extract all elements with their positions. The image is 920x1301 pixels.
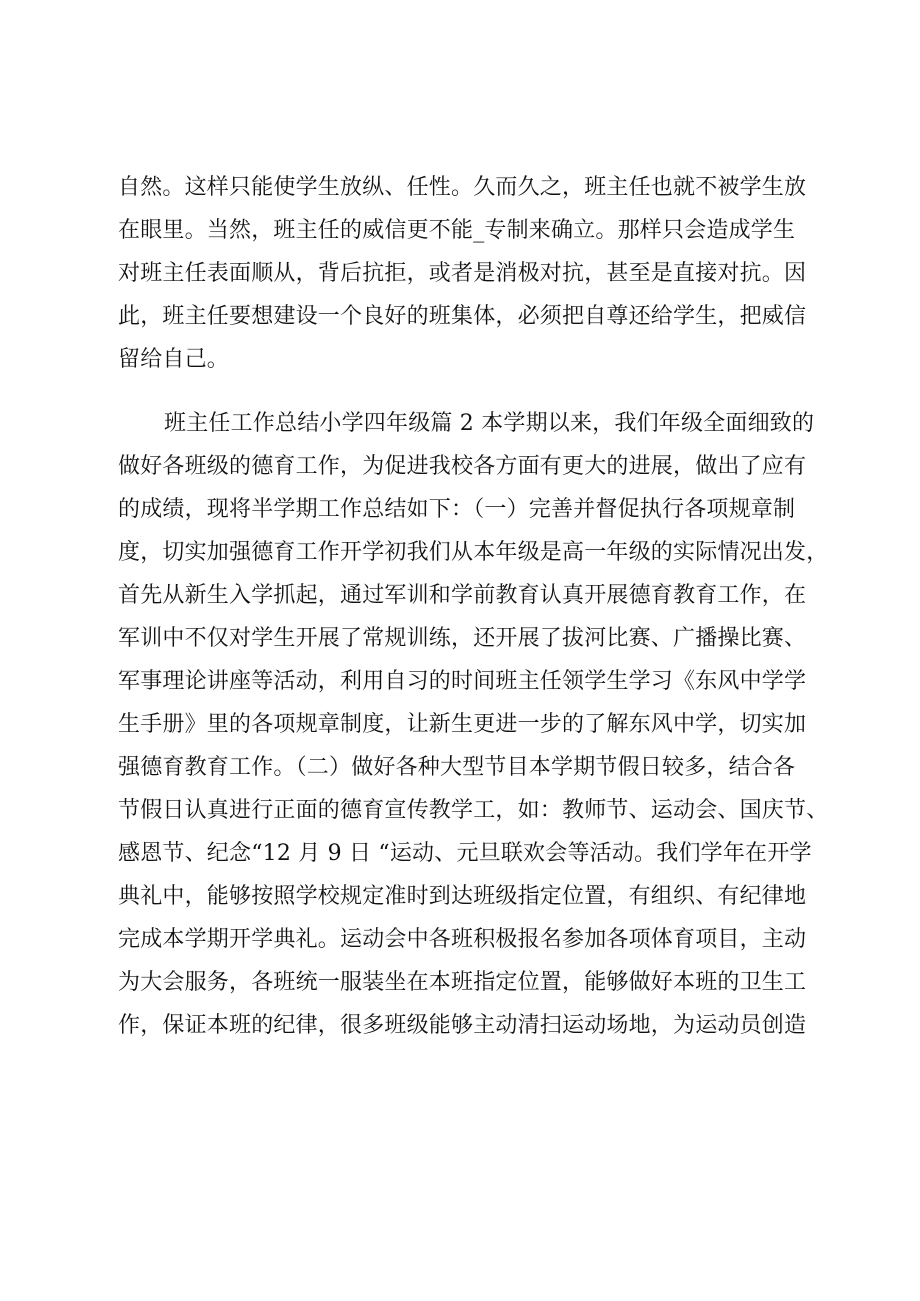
- text-line: 对班主任表面顺从，背后抗拒，或者是消极对抗，甚至是直接对抗。因: [118, 261, 807, 286]
- text-line: 节假日认真进行正面的德育宣传教学工，如：教师节、运动会、国庆节、: [118, 798, 829, 823]
- text-line: 生手册》里的各项规章制度，让新生更进一步的了解东风中学，切实加: [118, 712, 807, 737]
- text-line: 军事理论讲座等活动，利用自习的时间班主任领学生学习《东风中学学: [118, 669, 807, 694]
- text-line: 完成本学期开学典礼。运动会中各班积极报名参加各项体育项目，主动: [118, 927, 807, 952]
- text-line: 班主任工作总结小学四年级篇 2 本学期以来，我们年级全面细致的: [164, 411, 815, 436]
- text-line: 的成绩，现将半学期工作总结如下：（一）完善并督促执行各项规章制: [118, 497, 796, 522]
- text-line: 作，保证本班的纪律，很多班级能够主动清扫运动场地，为运动员创造: [118, 1013, 807, 1038]
- text-line: 强德育教育工作。（二）做好各种大型节目本学期节假日较多，结合各: [118, 755, 796, 780]
- text-line: 留给自己。: [118, 347, 230, 372]
- text-line: 典礼中，能够按照学校规定准时到达班级指定位置，有组织、有纪律地: [118, 884, 807, 909]
- text-line: 军训中不仅对学生开展了常规训练，还开展了拔河比赛、广播操比赛、: [118, 626, 807, 651]
- text-line: 度，切实加强德育工作开学初我们从本年级是高一年级的实际情况出发，: [118, 540, 829, 565]
- text-line: 感恩节、纪念“12 月 9 日 “运动、元旦联欢会等活动。我们学年在开学: [118, 841, 812, 866]
- text-line: 自然。这样只能使学生放纵、任性。久而久之，班主任也就不被学生放: [118, 175, 807, 200]
- text-line: 做好各班级的德育工作，为促进我校各方面有更大的进展，做出了应有: [118, 454, 807, 479]
- text-line: 为大会服务，各班统一服装坐在本班指定位置，能够做好本班的卫生工: [118, 970, 807, 995]
- text-line: 在眼里。当然，班主任的威信更不能_专制来确立。那样只会造成学生: [118, 218, 796, 243]
- text-line: 此，班主任要想建设一个良好的班集体，必须把自尊还给学生，把威信: [118, 304, 807, 329]
- text-line: 首先从新生入学抓起，通过军训和学前教育认真开展德育教育工作，在: [118, 583, 807, 608]
